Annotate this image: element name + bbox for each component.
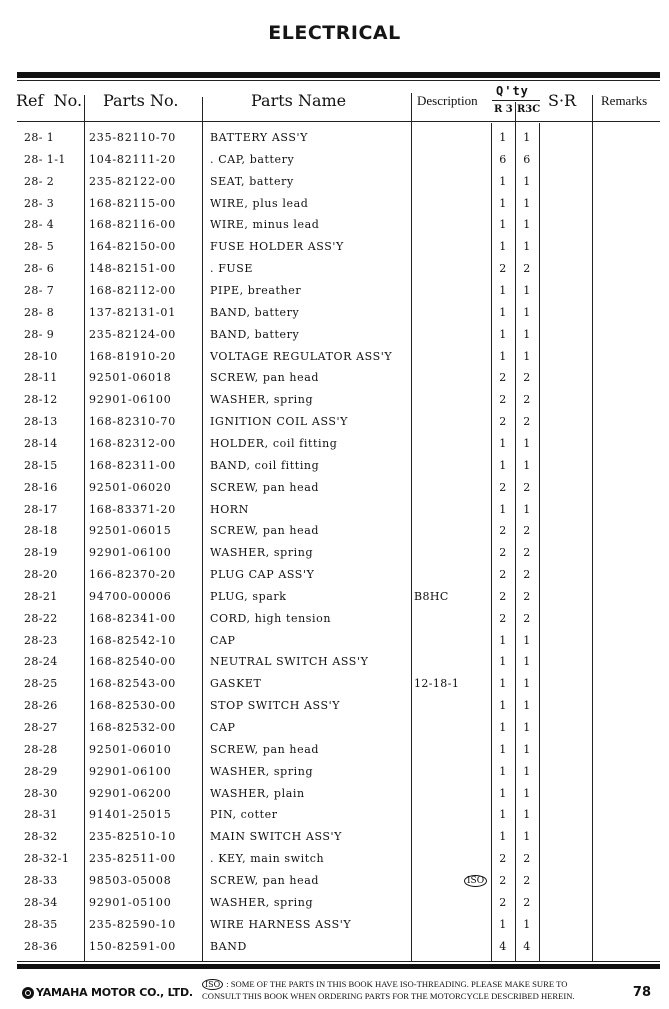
part-number-cell: 168-82542-10 [89,633,177,647]
qty-r3-cell: 1 [499,284,507,297]
ref-cell: 28-32 [24,830,58,844]
table-row [0,651,669,673]
qty-r3-cell: 2 [499,480,507,494]
qty-r3c-cell: 2 [523,568,531,581]
qty-r3-cell: 1 [499,699,507,713]
part-number-cell: 166-82370-20 [89,568,177,581]
qty-r3-cell: 2 [499,546,507,560]
part-number-cell: 235-82511-00 [89,852,177,866]
part-number-cell: 235-82124-00 [89,327,177,341]
part-name-cell: BAND, battery [210,327,300,341]
qty-r3-cell: 4 [499,939,507,953]
part-number-cell: 235-82122-00 [89,174,177,188]
description-cell: B8HC [414,589,449,603]
table-row [0,761,669,783]
part-name-cell: WASHER, plain [210,786,305,800]
qty-r3-cell: 1 [499,808,507,822]
part-name-cell: PIN, cotter [210,808,278,822]
qty-r3c-cell: 2 [523,589,531,603]
company-name: YAMAHA MOTOR CO., LTD. [36,986,193,999]
part-number-cell: 235-82590-10 [89,917,177,931]
qty-r3c-cell: 1 [523,218,531,232]
part-name-cell: PLUG, spark [210,589,287,603]
qty-r3c-cell: 1 [523,742,531,756]
iso-note-line2: CONSULT THIS BOOK WHEN ORDERING PARTS FOR THE MOTORCYCLE DESCRIBED HEREIN. [202,991,575,1001]
ref-cell: 28-11 [24,371,58,385]
qty-r3c-cell: 1 [523,240,531,254]
table-row [0,193,669,215]
part-number-cell: 92901-05100 [89,895,172,909]
ref-cell: 28-33 [24,873,58,887]
qty-r3c-cell: 2 [523,262,531,276]
header-remarks: Remarks [601,93,648,108]
header-description: Description [417,93,478,108]
part-number-cell: 148-82151-00 [89,262,177,276]
ref-cell: 28- 1-1 [24,152,66,166]
part-name-cell: PLUG CAP ASS'Y [210,568,315,581]
qty-r3-cell: 1 [499,917,507,931]
ref-cell: 28-35 [24,917,58,931]
qty-r3-cell: 2 [499,852,507,866]
header-parts-no: Parts No. [103,91,179,110]
part-number-cell: 168-82312-00 [89,436,177,450]
iso-note [202,978,575,1002]
ref-cell: 28-32-1 [24,852,70,866]
qty-r3-cell: 1 [499,655,507,669]
qty-r3c-cell: 1 [523,721,531,734]
part-name-cell: SCREW, pan head [210,480,320,494]
ref-cell: 28-18 [24,524,58,538]
part-number-cell: 92901-06100 [89,393,172,407]
qty-r3c-cell: 4 [523,939,531,953]
qty-r3-cell: 1 [499,721,507,734]
ref-cell: 28-30 [24,786,58,800]
ref-cell: 28-17 [24,502,58,516]
table-row [0,914,669,936]
part-number-cell: 168-81910-20 [89,349,177,363]
part-number-cell: 91401-25015 [89,808,172,822]
part-number-cell: 168-82543-00 [89,677,177,691]
part-name-cell: WASHER, spring [210,393,314,407]
qty-r3c-cell: 1 [523,436,531,450]
ref-cell: 28-16 [24,480,58,494]
qty-r3c-cell: 1 [523,830,531,844]
ref-cell: 28- 7 [24,284,55,297]
part-name-cell: WASHER, spring [210,895,314,909]
table-row [0,411,669,433]
table-row [0,127,669,149]
part-number-cell: 235-82510-10 [89,830,177,844]
bottom-thin-rule [17,961,660,962]
qty-r3-cell: 2 [499,371,507,385]
part-number-cell: 168-82116-00 [89,218,177,232]
part-number-cell: 92501-06010 [89,742,172,756]
table-row [0,695,669,717]
part-number-cell: 168-82112-00 [89,284,177,297]
qty-r3-cell: 2 [499,568,507,581]
part-name-cell: BAND [210,939,247,953]
table-row [0,936,669,958]
part-number-cell: 168-82341-00 [89,611,177,625]
part-name-cell: GASKET [210,677,262,691]
part-name-cell: SEAT, battery [210,174,294,188]
part-number-cell: 92501-06015 [89,524,172,538]
part-number-cell: 94700-00006 [89,589,172,603]
qty-r3-cell: 2 [499,611,507,625]
ref-cell: 28-21 [24,589,58,603]
ref-cell: 28-29 [24,764,58,778]
qty-r3c-cell: 2 [523,415,531,429]
table-row [0,389,669,411]
qty-r3-cell: 1 [499,196,507,210]
table-row [0,586,669,608]
table-row [0,564,669,586]
table-row [0,280,669,302]
part-name-cell: BAND, battery [210,305,300,319]
ref-cell: 28-22 [24,611,58,625]
table-row [0,739,669,761]
ref-cell: 28- 5 [24,240,55,254]
qty-r3c-cell: 1 [523,699,531,713]
ref-cell: 28-34 [24,895,58,909]
part-name-cell: . FUSE [210,262,254,276]
part-name-cell: SCREW, pan head [210,524,320,538]
qty-r3c-cell: 2 [523,873,531,887]
part-name-cell: BAND, coil fitting [210,458,320,472]
part-name-cell: PIPE, breather [210,284,302,297]
ref-cell: 28-14 [24,436,58,450]
ref-cell: 28-10 [24,349,58,363]
ref-cell: 28-20 [24,568,58,581]
table-row [0,673,669,695]
iso-note-line1: : SOME OF THE PARTS IN THIS BOOK HAVE ISO-THREADING. PLEASE MAKE SURE TO [226,979,568,989]
part-number-cell: 168-82540-00 [89,655,177,669]
table-row [0,717,669,739]
part-name-cell: SCREW, pan head [210,371,320,385]
table-row [0,870,669,892]
bottom-thick-rule [17,964,660,969]
part-number-cell: 168-83371-20 [89,502,177,516]
part-number-cell: 92501-06020 [89,480,172,494]
part-number-cell: 168-82532-00 [89,721,177,734]
header-sr: S·R [548,91,577,110]
part-name-cell: . CAP, battery [210,152,295,166]
qty-r3-cell: 1 [499,458,507,472]
ref-cell: 28-28 [24,742,58,756]
part-name-cell: STOP SWITCH ASS'Y [210,699,341,713]
ref-cell: 28-27 [24,721,58,734]
ref-cell: 28-23 [24,633,58,647]
qty-r3-cell: 2 [499,873,507,887]
part-number-cell: 98503-05008 [89,873,172,887]
table-row [0,367,669,389]
qty-r3c-cell: 2 [523,524,531,538]
ref-cell: 28- 4 [24,218,55,232]
qty-r3-cell: 1 [499,218,507,232]
qty-r3-cell: 1 [499,349,507,363]
qty-r3c-cell: 1 [523,655,531,669]
top-thick-rule [17,72,660,78]
tuning-fork-emblem-icon [22,987,34,999]
qty-r3c-cell: 1 [523,917,531,931]
qty-r3-cell: 2 [499,589,507,603]
table-row [0,455,669,477]
qty-r3-cell: 1 [499,742,507,756]
table-row [0,783,669,805]
qty-r3-cell: 2 [499,895,507,909]
qty-r3c-cell: 2 [523,546,531,560]
description-cell: 12-18-1 [414,677,460,691]
ref-cell: 28-19 [24,546,58,560]
part-name-cell: MAIN SWITCH ASS'Y [210,830,343,844]
qty-r3-cell: 2 [499,262,507,276]
qty-r3-cell: 1 [499,327,507,341]
table-row [0,542,669,564]
table-row [0,608,669,630]
part-number-cell: 164-82150-00 [89,240,177,254]
part-number-cell: 168-82311-00 [89,458,177,472]
qty-r3c-cell: 1 [523,196,531,210]
part-name-cell: . KEY, main switch [210,852,325,866]
table-row [0,520,669,542]
qty-r3-cell: 1 [499,502,507,516]
qty-r3c-cell: 1 [523,349,531,363]
page-number: 78 [632,985,651,1000]
qty-r3c-cell: 1 [523,327,531,341]
part-number-cell: 92901-06100 [89,546,172,560]
part-name-cell: CAP [210,633,236,647]
table-row [0,499,669,521]
part-name-cell: HOLDER, coil fitting [210,436,338,450]
table-row [0,258,669,280]
qty-r3c-cell: 1 [523,764,531,778]
top-thin-rule [17,80,660,81]
qty-r3c-cell: 2 [523,480,531,494]
part-name-cell: SCREW, pan head [210,873,320,887]
qty-r3c-cell: 2 [523,895,531,909]
qty-r3c-cell: 1 [523,633,531,647]
ref-cell: 28- 9 [24,327,55,341]
table-row [0,302,669,324]
qty-r3-cell: 6 [499,152,507,166]
part-number-cell: 168-82530-00 [89,699,177,713]
page-title: ELECTRICAL [268,22,401,44]
qty-r3c-cell: 2 [523,371,531,385]
ref-cell: 28-36 [24,939,58,953]
table-row [0,236,669,258]
table-row [0,346,669,368]
qty-r3-cell: 1 [499,764,507,778]
part-name-cell: SCREW, pan head [210,742,320,756]
part-number-cell: 92901-06200 [89,786,172,800]
qty-r3c-cell: 1 [523,284,531,297]
part-name-cell: VOLTAGE REGULATOR ASS'Y [210,349,393,363]
part-number-cell: 168-82310-70 [89,415,177,429]
qty-r3c-cell: 1 [523,174,531,188]
qty-r3-cell: 1 [499,436,507,450]
part-name-cell: FUSE HOLDER ASS'Y [210,240,344,254]
part-name-cell: WASHER, spring [210,764,314,778]
qty-r3-cell: 1 [499,131,507,144]
table-row [0,324,669,346]
table-row [0,804,669,826]
qty-r3c-cell: 1 [523,131,531,144]
qty-r3c-cell: 1 [523,458,531,472]
part-number-cell: 137-82131-01 [89,305,177,319]
qty-r3c-cell: 1 [523,808,531,822]
part-name-cell: CORD, high tension [210,611,332,625]
ref-cell: 28-26 [24,699,58,713]
ref-cell: 28- 6 [24,262,55,276]
qty-r3-cell: 2 [499,415,507,429]
qty-r3c-cell: 1 [523,677,531,691]
ref-cell: 28- 8 [24,305,55,319]
header-parts-name: Parts Name [251,91,347,110]
qty-underline [492,100,540,101]
header-ref-no: Ref No. [16,91,83,110]
part-number-cell: 235-82110-70 [89,131,177,144]
header-qty-r3: R 3 [494,104,513,115]
table-row [0,171,669,193]
header-qty-r3c: R3C [517,104,541,115]
part-name-cell: WIRE, plus lead [210,196,309,210]
ref-cell: 28- 2 [24,174,55,188]
part-name-cell: WASHER, spring [210,546,314,560]
qty-r3c-cell: 2 [523,852,531,866]
part-name-cell: BATTERY ASS'Y [210,131,308,144]
ref-cell: 28-13 [24,415,58,429]
part-name-cell: IGNITION COIL ASS'Y [210,415,349,429]
part-name-cell: WIRE HARNESS ASS'Y [210,917,352,931]
table-row [0,149,669,171]
iso-mark-icon: ISO [464,875,487,887]
header-bottom-rule [17,121,660,122]
header-qty: Q'ty [496,84,529,98]
qty-r3-cell: 1 [499,830,507,844]
table-row [0,433,669,455]
table-row [0,826,669,848]
qty-r3-cell: 1 [499,633,507,647]
qty-r3-cell: 1 [499,240,507,254]
part-number-cell: 150-82591-00 [89,939,177,953]
qty-r3c-cell: 1 [523,786,531,800]
part-name-cell: NEUTRAL SWITCH ASS'Y [210,655,369,669]
ref-cell: 28-12 [24,393,58,407]
qty-r3c-cell: 2 [523,611,531,625]
table-row [0,848,669,870]
iso-mark-icon: ISO [202,979,223,990]
table-row [0,892,669,914]
ref-cell: 28-24 [24,655,58,669]
qty-r3-cell: 1 [499,174,507,188]
part-name-cell: CAP [210,721,236,734]
qty-r3c-cell: 1 [523,305,531,319]
qty-r3c-cell: 6 [523,152,531,166]
ref-cell: 28-15 [24,458,58,472]
part-name-cell: HORN [210,502,249,516]
page-footer [0,978,669,1008]
qty-r3c-cell: 2 [523,393,531,407]
qty-r3-cell: 2 [499,524,507,538]
qty-r3-cell: 1 [499,305,507,319]
ref-cell: 28-31 [24,808,58,822]
part-number-cell: 92901-06100 [89,764,172,778]
qty-r3-cell: 1 [499,677,507,691]
ref-cell: 28- 1 [24,131,55,144]
qty-r3c-cell: 1 [523,502,531,516]
qty-r3-cell: 2 [499,393,507,407]
part-number-cell: 168-82115-00 [89,196,177,210]
ref-cell: 28- 3 [24,196,55,210]
qty-r3-cell: 1 [499,786,507,800]
part-name-cell: WIRE, minus lead [210,218,320,232]
yamaha-logo [22,986,193,999]
table-row [0,630,669,652]
table-row [0,214,669,236]
ref-cell: 28-25 [24,677,58,691]
part-number-cell: 104-82111-20 [89,152,177,166]
table-row [0,477,669,499]
part-number-cell: 92501-06018 [89,371,172,385]
